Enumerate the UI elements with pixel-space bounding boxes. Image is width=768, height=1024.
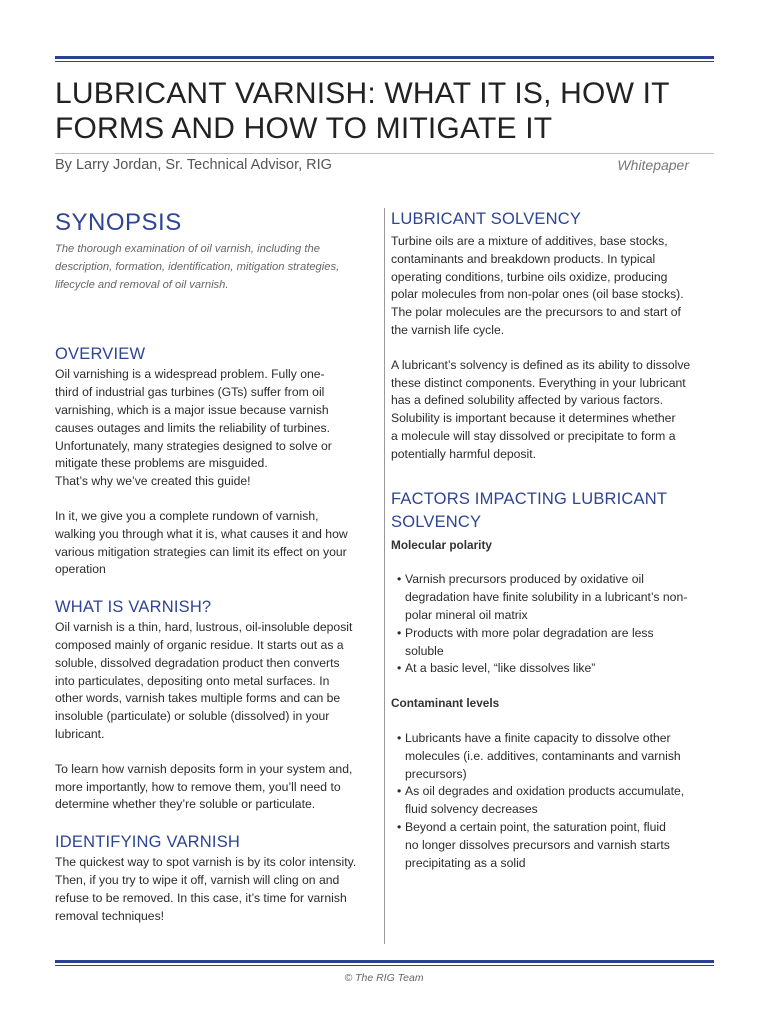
text-line: has a defined solubility affected by various factors. — [391, 393, 664, 408]
synopsis-heading: SYNOPSIS — [55, 209, 182, 236]
overview-paragraph-2 — [55, 508, 375, 579]
text-line: Solubility is important because it determines whether — [391, 411, 676, 426]
bottom-double-rule — [55, 960, 714, 966]
left-column — [55, 208, 375, 925]
synopsis-line: The thorough examination of oil varnish, including the — [55, 243, 320, 255]
title-line-1: LUBRICANT VARNISH: WHAT IT IS, HOW IT — [55, 77, 670, 110]
text-line: Unfortunately, many strategies designed to solve or — [55, 438, 332, 453]
text-line: soluble, dissolved degradation product then converts — [55, 655, 340, 670]
title-line-2: FORMS AND HOW TO MITIGATE IT — [55, 112, 553, 145]
text-line: operation — [55, 562, 106, 577]
byline: By Larry Jordan, Sr. Technical Advisor, RIG — [55, 157, 332, 173]
list-item: • Beyond a certain point, the saturation point, fluid no longer dissolves precursors and varnish starts precipitating as a solid — [397, 819, 670, 870]
text-line: varnishing, which is a major issue because varnish — [55, 402, 329, 417]
contaminant-bullet-list — [391, 730, 713, 872]
list-item: • At a basic level, “like dissolves like” — [397, 661, 596, 676]
text-line: lubricant. — [55, 726, 105, 741]
footer-copyright: © The RIG Team — [344, 972, 424, 984]
text-line: insoluble (particulate) or soluble (dissolved) in your — [55, 709, 330, 724]
top-double-rule — [55, 56, 714, 62]
factors-heading — [391, 488, 713, 534]
title-rule — [55, 153, 714, 154]
text-line: mitigate these problems are misguided. — [55, 456, 268, 471]
lubricant-solvency-heading: LUBRICANT SOLVENCY — [391, 210, 582, 228]
text-line: various mitigation strategies can limit its effect on your — [55, 544, 347, 559]
factors-heading-line-1: FACTORS IMPACTING LUBRICANT — [391, 489, 668, 508]
text-line: determine whether they’re soluble or particulate. — [55, 797, 316, 812]
contaminant-levels-subheading: Contaminant levels — [391, 696, 500, 711]
text-line: operating conditions, turbine oils oxidize, producing — [391, 269, 668, 284]
text-line: contaminants and breakdown products. In typical — [391, 251, 656, 266]
text-line: walking you through what it is, what causes it and how — [55, 526, 348, 541]
text-line: That’s why we’ve created this guide! — [55, 474, 251, 489]
list-item: • As oil degrades and oxidation products accumulate, fluid solvency decreases — [397, 784, 685, 817]
text-line: Turbine oils are a mixture of additives, base stocks, — [391, 234, 668, 248]
text-line: The polar molecules are the precursors to and start of — [391, 305, 681, 320]
text-line: into particulates, depositing onto metal surfaces. In — [55, 673, 330, 688]
polarity-bullet-list — [391, 571, 713, 678]
list-item: • Products with more polar degradation are less soluble — [397, 625, 654, 658]
text-line: more importantly, how to remove them, you’ll need to — [55, 779, 341, 794]
solvency-paragraph-2 — [391, 357, 713, 464]
solvency-paragraph-1 — [391, 233, 713, 340]
text-line: causes outages and limits the reliability of turbines. — [55, 420, 331, 435]
what-is-paragraph-1 — [55, 619, 375, 744]
what-is-varnish-heading: WHAT IS VARNISH? — [55, 598, 212, 617]
document-type: Whitepaper — [617, 157, 689, 173]
text-line: refuse to be removed. In this case, it’s time for varnish — [55, 890, 347, 905]
text-line: composed mainly of organic residue. It starts out as a — [55, 637, 344, 652]
synopsis-line: description, formation, identification, mitigation strategies, — [55, 260, 340, 273]
column-divider — [384, 208, 385, 944]
text-line: The quickest way to spot varnish is by its color intensity. — [55, 855, 357, 870]
text-line: Then, if you try to wipe it off, varnish will cling on and — [55, 872, 340, 887]
text-line: third of industrial gas turbines (GTs) suffer from oil — [55, 385, 325, 400]
list-item: • Varnish precursors produced by oxidative oil degradation have finite solubility in a lubricant’s non- polar mineral oil matrix — [397, 572, 688, 622]
text-line: Oil varnish is a thin, hard, lustrous, oil-insoluble deposit — [55, 620, 353, 635]
text-line: Oil varnishing is a widespread problem. Fully one- — [55, 367, 325, 382]
overview-heading: OVERVIEW — [55, 345, 146, 364]
factors-heading-line-2: SOLVENCY — [391, 512, 482, 531]
text-line: these distinct components. Everything in your lubricant — [391, 375, 686, 390]
what-is-paragraph-2 — [55, 761, 375, 814]
text-line: polar molecules from non-polar ones (oil base stocks). — [391, 287, 684, 302]
text-line: other words, varnish takes multiple forms and can be — [55, 691, 341, 706]
text-line: A lubricant’s solvency is defined as its ability to dissolve — [391, 357, 691, 372]
text-line: a molecule will stay dissolved or precipitate to form a — [391, 428, 676, 443]
overview-paragraph-1 — [55, 366, 375, 491]
molecular-polarity-subheading: Molecular polarity — [391, 537, 492, 552]
identifying-varnish-heading: IDENTIFYING VARNISH — [55, 833, 241, 852]
text-line: To learn how varnish deposits form in your system and, — [55, 761, 353, 776]
text-line: In it, we give you a complete rundown of varnish, — [55, 508, 319, 523]
text-line: the varnish life cycle. — [391, 322, 505, 337]
synopsis-line: lifecycle and removal of oil varnish. — [55, 278, 229, 291]
text-line: potentially harmful deposit. — [391, 446, 536, 461]
list-item: • Lubricants have a finite capacity to dissolve other molecules (i.e. additives, contaminants and varnish precursors) — [397, 730, 681, 781]
right-column — [391, 208, 713, 872]
text-line: removal techniques! — [55, 908, 165, 923]
identifying-paragraph — [55, 854, 375, 925]
document-title — [55, 76, 715, 146]
synopsis-text — [55, 241, 375, 294]
